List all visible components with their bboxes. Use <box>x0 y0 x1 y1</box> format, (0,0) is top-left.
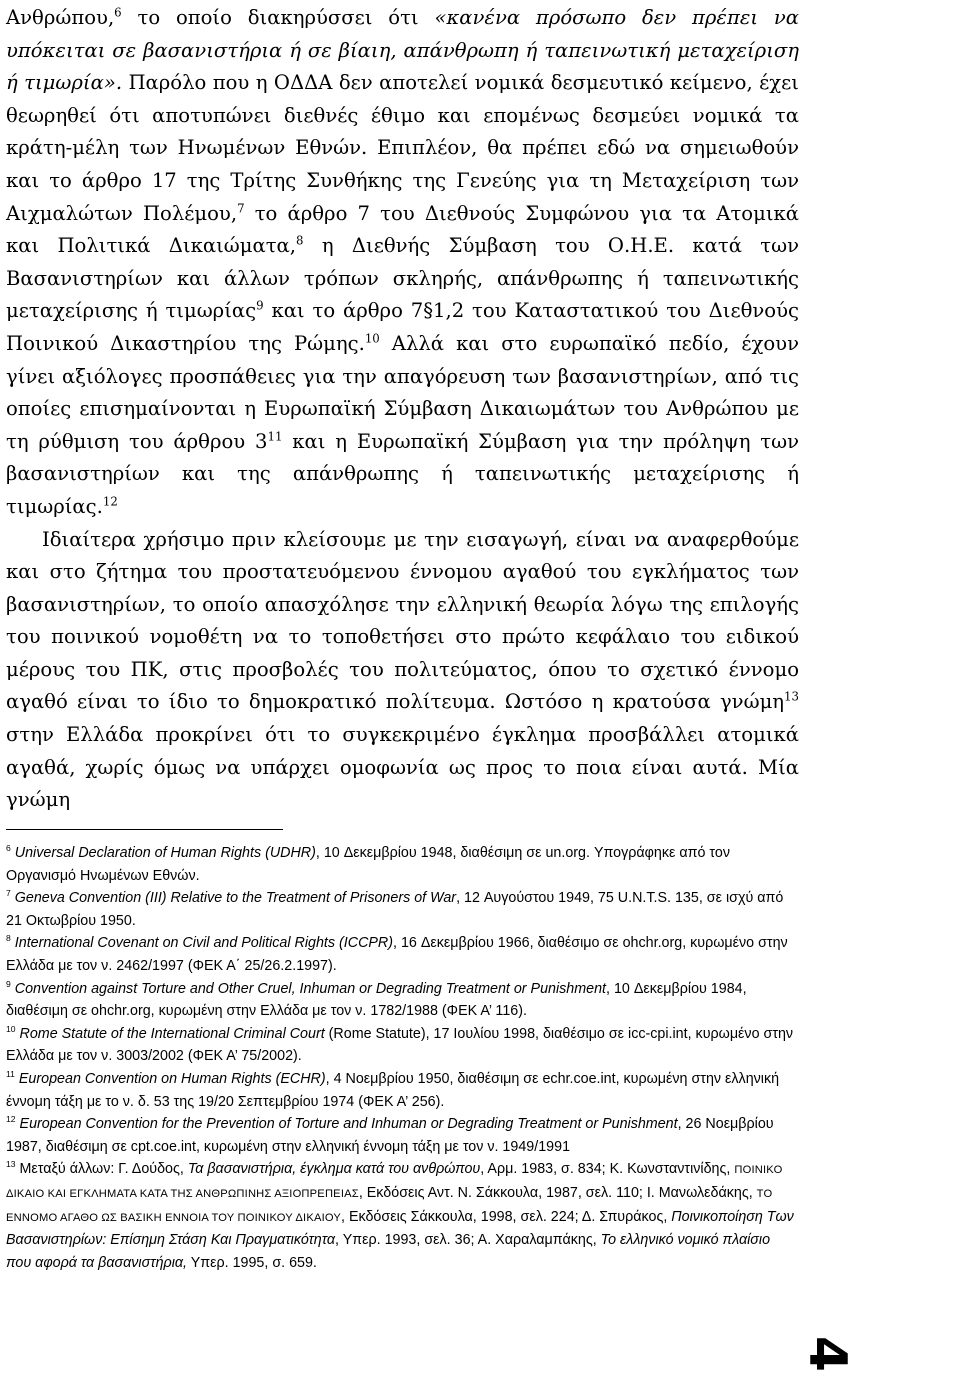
footnotes <box>6 842 796 1274</box>
footnote-ref[interactable]: 11 <box>267 429 283 444</box>
footnote-ref[interactable]: 13 <box>784 689 799 704</box>
page-number: 4 <box>797 1335 857 1373</box>
footnote-separator <box>6 829 283 830</box>
footnote-ref[interactable]: 7 <box>237 201 245 216</box>
footnote-ref[interactable]: 8 <box>296 233 304 248</box>
footnote-ref[interactable]: 12 <box>102 494 118 509</box>
footnote-ref[interactable]: 10 <box>364 331 380 346</box>
footnote-ref[interactable]: 6 <box>114 5 122 20</box>
footnote: $^9$ Convention against Torture and Other Cruel, Inhuman or Degrading Treatment or Punishment, 10 Δεκεμβρίου 1984, διαθέσιμη σε ohchr.org, κυρωμένη στην Ελλάδα με τον ν. 1782/1988 (ΦΕΚ Α’ 116). <box>6 978 747 1020</box>
footnote: $^7$ Geneva Convention (III) Relative to the Treatment of Prisoners of War, 12 Αυγούστου 1949, 75 U.N.T.S. 135, σε ισχύ από 21 Οκτωβρίου 1950. <box>6 888 784 929</box>
footnote: $^{12}$ European Convention for the Prevention of Torture and Inhuman or Degrading Treatment or Punishment, 26 Νοεμβρίου 1987, διαθέσιμη σε cpt.coe.int, κυρωμένη στην ελληνική έννομη τάξη με τον ν. 1949/1991 <box>6 1114 774 1155</box>
paragraph: Ιδιαίτερα χρήσιμο πριν κλείσουμε με την εισαγωγή, είναι να αναφερθούμε και στο ζήτημα του προστατευόμενου έννομου αγαθού του εγκλήματος των βασανιστηρίων, το οποίο απασχόλησε την ελληνική θεωρία λόγω της επιλογής του ποινικού νομοθέτη να το τοποθετήσει στο πρώτο κεφάλαιο του ειδικού μέρους του ΠΚ, στις προσβολές του πολιτεύματος, όπου το σχετικό έννομο αγαθό είναι το ίδιο το δημοκρατικό πολίτευμα. Ωστόσο η κρατούσα γνώμη$^{13}$ στην Ελλάδα προκρίνει ότι το συγκεκριμένο έγκλημα προσβάλλει ατομικά αγαθά, χωρίς όμως να υπάρχει ομοφωνία ως προς το ποια είναι αυτά. Μία γνώμη <box>6 527 799 812</box>
footnote: $^6$ Universal Declaration of Human Rights (UDHR), 10 Δεκεμβρίου 1948, διαθέσιμη σε un.org. Υπογράφηκε από τον Οργανισμό Ηνωμένων Εθνών. <box>6 843 730 884</box>
footnote: $^{13}$ Μεταξύ άλλων: Γ. Δούδος, Τα βασανιστήρια, έγκλημα κατά του ανθρώπου, Αρμ. 1983, σ. 834; Κ. Κωνσταντινίδης, ΠΟΙΝΙΚΟ ΔΙΚΑΙΟ ΚΑΙ ΕΓΚΛΗΜΑΤΑ ΚΑΤΑ ΤΗΣ ΑΝΘΡΩΠΙΝΗΣ ΑΞΙΟΠΡΕΠΕΙΑΣ, Εκδόσεις Αντ. Ν. Σάκκουλα, 1987, σελ. 110; Ι. Μανωλεδάκης, ΤΟ ΕΝΝΟΜΟ ΑΓΑΘΟ ΩΣ ΒΑΣΙΚΗ ΕΝΝΟΙΑ ΤΟΥ ΠΟΙΝΙΚΟΥ ΔΙΚΑΙΟΥ, Εκδόσεις Σάκκουλα, 1998, σελ. 224; Δ. Σπυράκος, Ποινικοποίηση Των Βασανιστηρίων: Επίσημη Στάση Και Πραγματικότητα, Υπερ. 1993, σελ. 36; Α. Χαραλαμπάκης, Το ελληνικό νομικό πλαίσιο που αφορά τα βασανιστήρια, Υπερ. 1995, σ. 659. <box>6 1159 794 1271</box>
footnote: $^{11}$ European Convention on Human Rights (ECHR), 4 Νοεμβρίου 1950, διαθέσιμη σε echr.coe.int, κυρωμένη στην ελληνική έννομη τάξη με το ν. δ. 53 της 19/20 Σεπτεμβρίου 1974 (ΦΕΚ Α’ 256). <box>6 1069 780 1110</box>
footnote: $^{10}$ Rome Statute of the International Criminal Court (Rome Statute), 17 Ιουλίου 1998, διαθέσιμο σε icc-cpi.int, κυρωμένο στην Ελλάδα με τον ν. 3003/2002 (ΦΕΚ Α’ 75/2002). <box>6 1023 794 1065</box>
body-text <box>6 2 799 817</box>
quotation: «κανένα πρόσωπο δεν πρέπει να υπόκειται σε βασανιστήρια ή σε βίαιη, απάνθρωπη ή ταπεινωτική μεταχείριση ή τιμωρία». <box>6 6 799 95</box>
footnote-ref[interactable]: 9 <box>256 298 264 313</box>
paragraph: Ανθρώπου,$^6$ το οποίο διακηρύσσει ότι «κανένα πρόσωπο δεν πρέπει να υπόκειται σε βασανιστήρια ή σε βίαιη, απάνθρωπη ή ταπεινωτική μεταχείριση ή τιμωρία». Παρόλο που η ΟΔΔΑ δεν αποτελεί νομικά δεσμευτικό κείμενο, έχει θεωρηθεί ότι αποτυπώνει διεθνές έθιμο και επομένως δεσμεύει νομικά τα κράτη-μέλη των Ηνωμένων Εθνών. Επιπλέον, θα πρέπει εδώ να σημειωθούν και το άρθρο 17 της Τρίτης Συνθήκης της Γενεύης για τη Μεταχείριση των Αιχμαλώτων Πολέμου,$^7$ το άρθρο 7 του Διεθνούς Συμφώνου για τα Ατομικά και Πολιτικά Δικαιώματα,$^8$ η Διεθνής Σύμβαση του Ο.Η.Ε. κατά των Βασανιστηρίων και άλλων τρόπων σκληρής, απάνθρωπης ή ταπεινωτικής μεταχείρισης ή τιμωρίας$^9$ και το άρθρο 7§1,2 του Καταστατικού του Διεθνούς Ποινικού Δικαστηρίου της Ρώμης.$^{10}$ Αλλά και στο ευρωπαϊκό πεδίο, έχουν γίνει αξιόλογες προσπάθειες για την απαγόρευση των βασανιστηρίων, από τις οποίες επισημαίνονται η Ευρωπαϊκή Σύμβαση Δικαιωμάτων του Ανθρώπου με τη ρύθμιση του άρθρου $3^{11}$ και η Ευρωπαϊκή Σύμβαση για την πρόληψη των βασανιστηρίων και της απάνθρωπης ή ταπεινωτικής μεταχείρισης ή τιμωρίας.$^{12}$ <box>6 5 799 518</box>
footnote: $^8$ International Covenant on Civil and Political Rights (ICCPR), 16 Δεκεμβρίου 1966, διαθέσιμο σε ohchr.org, κυρωμένο στην Ελλάδα με τον ν. 2462/1997 (ΦΕΚ Α΄ 25/26.2.1997). <box>6 933 788 974</box>
